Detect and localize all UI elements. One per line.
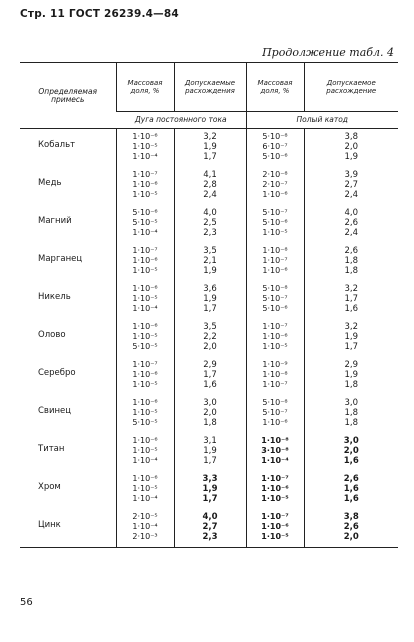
cell-mass-fraction-2	[246, 243, 304, 281]
cell-mass-fraction	[116, 319, 174, 357]
mass-fraction-value: 1·10⁻⁵	[132, 408, 158, 417]
discrepancy-value: 2,4	[344, 190, 359, 200]
mass-fraction-value: 1·10⁻⁵	[132, 380, 158, 389]
cell-impurity	[20, 357, 116, 395]
discrepancy-value: 1,8	[203, 418, 217, 428]
impurity-name: Цинк	[38, 520, 61, 530]
cell-mass-fraction-2	[246, 319, 304, 357]
mass-fraction-value: 1·10⁻⁶	[132, 398, 158, 407]
cell-mass-fraction	[116, 357, 174, 395]
discrepancy-value: 2,0	[344, 142, 359, 152]
discrepancy-value: 2,4	[344, 228, 359, 238]
cell-impurity	[20, 281, 116, 319]
cell-impurity	[20, 167, 116, 205]
cell-mass-fraction-2	[246, 433, 304, 471]
cell-mass-fraction-2	[246, 509, 304, 548]
discrepancy-value: 3,2	[344, 284, 359, 294]
mass-fraction-value: 5·10⁻⁷	[262, 294, 288, 303]
cell-allowed-discrepancy-2	[304, 281, 398, 319]
discrepancy-value: 3,9	[344, 170, 359, 180]
discrepancy-value: 4,1	[203, 170, 217, 180]
mass-fraction-value: 1·10⁻⁶	[132, 284, 158, 293]
mass-fraction-value: 5·10⁻⁵	[132, 342, 158, 351]
col-header-allowed-discrepancy: Допускаемые расхождения	[174, 63, 246, 112]
discrepancy-value: 2,9	[203, 360, 217, 370]
discrepancy-value: 3,5	[203, 322, 217, 332]
mass-fraction-value: 1·10⁻⁴	[132, 456, 158, 465]
discrepancy-value: 2,6	[344, 218, 359, 228]
data-table-container	[20, 62, 398, 548]
col-header-mass-fraction-2: Массовая доля, %	[246, 63, 304, 112]
mass-fraction-value: 1·10⁻⁶	[132, 180, 158, 189]
impurity-name: Магний	[38, 216, 72, 226]
table-row	[20, 395, 398, 433]
mass-fraction-value: 1·10⁻⁴	[261, 456, 289, 465]
mass-fraction-value: 5·10⁻⁶	[262, 218, 288, 227]
cell-mass-fraction	[116, 395, 174, 433]
discrepancy-value: 4,0	[203, 208, 217, 218]
cell-mass-fraction-2	[246, 129, 304, 168]
cell-allowed-discrepancy	[174, 281, 246, 319]
cell-mass-fraction-2	[246, 205, 304, 243]
discrepancy-value: 1,6	[344, 304, 359, 314]
cell-allowed-discrepancy-2	[304, 357, 398, 395]
discrepancy-value: 3,0	[203, 398, 217, 408]
cell-impurity	[20, 129, 116, 168]
table-row	[20, 357, 398, 395]
subheader-hollow-cathode: Полый катод	[246, 112, 398, 129]
table-row	[20, 243, 398, 281]
cell-allowed-discrepancy	[174, 243, 246, 281]
mass-fraction-value: 1·10⁻⁷	[262, 256, 288, 265]
table-row	[20, 433, 398, 471]
cell-allowed-discrepancy	[174, 357, 246, 395]
mass-fraction-value: 2·10⁻⁵	[132, 512, 158, 521]
discrepancy-value: 2,3	[202, 532, 218, 542]
impurity-name: Серебро	[38, 368, 76, 378]
discrepancy-value: 3,0	[344, 398, 359, 408]
mass-fraction-value: 1·10⁻⁶	[132, 370, 158, 379]
mass-fraction-value: 1·10⁻⁷	[132, 360, 158, 369]
discrepancy-value: 1,8	[344, 380, 359, 390]
mass-fraction-value: 1·10⁻⁷	[262, 322, 288, 331]
mass-fraction-value: 1·10⁻⁵	[132, 294, 158, 303]
discrepancy-value: 2,3	[203, 228, 217, 238]
cell-mass-fraction-2	[246, 281, 304, 319]
discrepancy-value: 3,1	[203, 436, 217, 446]
discrepancy-value: 2,9	[344, 360, 359, 370]
discrepancy-value: 3,5	[203, 246, 217, 256]
discrepancy-value: 2,0	[343, 446, 359, 456]
mass-fraction-value: 1·10⁻⁸	[262, 246, 288, 255]
table-row	[20, 509, 398, 548]
impurity-name: Никель	[38, 292, 71, 302]
impurity-name: Кобальт	[38, 140, 76, 150]
mass-fraction-value: 5·10⁻⁵	[132, 418, 158, 427]
mass-fraction-value: 1·10⁻⁶	[262, 418, 288, 427]
discrepancy-value: 1,7	[344, 294, 359, 304]
mass-fraction-value: 1·10⁻⁵	[262, 228, 288, 237]
cell-mass-fraction-2	[246, 471, 304, 509]
cell-impurity	[20, 395, 116, 433]
mass-fraction-value: 1·10⁻⁶	[262, 190, 288, 199]
mass-fraction-value: 1·10⁻⁶	[132, 322, 158, 331]
discrepancy-value: 3,0	[343, 436, 359, 446]
table-row	[20, 167, 398, 205]
cell-allowed-discrepancy-2	[304, 433, 398, 471]
discrepancy-value: 2,0	[343, 532, 359, 542]
cell-allowed-discrepancy-2	[304, 129, 398, 168]
cell-allowed-discrepancy-2	[304, 319, 398, 357]
cell-allowed-discrepancy	[174, 471, 246, 509]
discrepancy-value: 2,5	[203, 218, 217, 228]
mass-fraction-value: 1·10⁻⁵	[132, 266, 158, 275]
mass-fraction-value: 1·10⁻⁷	[261, 474, 289, 483]
mass-fraction-value: 5·10⁻⁷	[262, 408, 288, 417]
mass-fraction-value: 1·10⁻⁵	[132, 446, 158, 455]
mass-fraction-value: 6·10⁻⁷	[262, 142, 288, 151]
mass-fraction-value: 1·10⁻⁶	[261, 522, 289, 531]
cell-impurity	[20, 509, 116, 548]
mass-fraction-value: 2·10⁻³	[132, 532, 158, 541]
mass-fraction-value: 1·10⁻⁴	[132, 304, 158, 313]
discrepancy-value: 1,7	[203, 304, 217, 314]
mass-fraction-value: 1·10⁻⁴	[132, 152, 158, 161]
discrepancy-value: 1,9	[344, 152, 359, 162]
mass-fraction-value: 1·10⁻⁶	[132, 132, 158, 141]
cell-allowed-discrepancy	[174, 509, 246, 548]
mass-fraction-value: 1·10⁻⁴	[132, 522, 158, 531]
mass-fraction-value: 5·10⁻⁸	[262, 398, 288, 407]
discrepancy-value: 1,8	[344, 418, 359, 428]
discrepancy-value: 2,0	[203, 408, 217, 418]
mass-fraction-value: 1·10⁻⁶	[132, 474, 158, 483]
cell-impurity	[20, 243, 116, 281]
discrepancy-value: 1,6	[343, 456, 359, 466]
discrepancy-value: 3,6	[203, 284, 217, 294]
cell-allowed-discrepancy	[174, 319, 246, 357]
impurity-name: Медь	[38, 178, 62, 188]
mass-fraction-value: 1·10⁻⁵	[262, 342, 288, 351]
discrepancy-value: 2,8	[203, 180, 217, 190]
cell-allowed-discrepancy-2	[304, 471, 398, 509]
discrepancy-value: 1,8	[344, 266, 359, 276]
discrepancy-value: 1,9	[203, 446, 217, 456]
mass-fraction-value: 5·10⁻⁶	[262, 304, 288, 313]
cell-mass-fraction-2	[246, 357, 304, 395]
discrepancy-value: 1,6	[343, 494, 359, 504]
mass-fraction-value: 1·10⁻⁵	[132, 332, 158, 341]
subheader-dc-arc: Дуга постоянного тока	[116, 112, 246, 129]
cell-mass-fraction	[116, 205, 174, 243]
discrepancy-value: 1,7	[203, 456, 217, 466]
cell-impurity	[20, 433, 116, 471]
cell-allowed-discrepancy	[174, 433, 246, 471]
table-row	[20, 319, 398, 357]
impurity-name: Свинец	[38, 406, 72, 416]
discrepancy-value: 1,7	[203, 370, 217, 380]
cell-allowed-discrepancy-2	[304, 205, 398, 243]
discrepancy-value: 1,9	[203, 266, 217, 276]
mass-fraction-value: 1·10⁻⁸	[262, 370, 288, 379]
mass-fraction-value: 1·10⁻⁵	[132, 190, 158, 199]
cell-allowed-discrepancy-2	[304, 395, 398, 433]
cell-allowed-discrepancy	[174, 129, 246, 168]
mass-fraction-value: 5·10⁻⁵	[132, 218, 158, 227]
mass-fraction-value: 1·10⁻⁶	[262, 266, 288, 275]
discrepancy-value: 1,6	[343, 484, 359, 494]
cell-mass-fraction	[116, 167, 174, 205]
discrepancy-value: 1,9	[344, 332, 359, 342]
discrepancy-value: 1,7	[202, 494, 218, 504]
discrepancy-value: 3,3	[202, 474, 218, 484]
discrepancy-value: 1,7	[344, 342, 359, 352]
continuation-label: Продолжение табл. 4	[262, 46, 394, 59]
mass-fraction-value: 5·10⁻⁸	[262, 132, 288, 141]
mass-fraction-value: 5·10⁻⁸	[262, 284, 288, 293]
mass-fraction-value: 2·10⁻⁸	[262, 170, 288, 179]
mass-fraction-value: 2·10⁻⁷	[262, 180, 288, 189]
discrepancy-value: 2,0	[203, 342, 217, 352]
page-number: 56	[20, 597, 33, 608]
mass-fraction-value: 1·10⁻⁶	[132, 436, 158, 445]
table-row	[20, 281, 398, 319]
mass-fraction-value: 1·10⁻⁷	[262, 380, 288, 389]
cell-mass-fraction	[116, 471, 174, 509]
discrepancy-value: 1,8	[344, 408, 359, 418]
cell-mass-fraction	[116, 243, 174, 281]
cell-mass-fraction	[116, 433, 174, 471]
discrepancy-value: 1,9	[344, 370, 359, 380]
discrepancy-value: 4,0	[344, 208, 359, 218]
discrepancy-value: 1,9	[202, 484, 218, 494]
cell-allowed-discrepancy-2	[304, 243, 398, 281]
table-header-row	[20, 63, 398, 112]
discrepancy-value: 3,2	[344, 322, 359, 332]
mass-fraction-value: 1·10⁻⁶	[262, 332, 288, 341]
cell-allowed-discrepancy-2	[304, 167, 398, 205]
discrepancy-value: 2,6	[343, 474, 359, 484]
mass-fraction-value: 1·10⁻⁸	[261, 436, 289, 445]
col-header-mass-fraction: Массовая доля, %	[116, 63, 174, 112]
discrepancy-value: 3,8	[343, 512, 359, 522]
impurity-name: Хром	[38, 482, 61, 492]
mass-fraction-value: 1·10⁻⁷	[132, 246, 158, 255]
cell-allowed-discrepancy	[174, 167, 246, 205]
discrepancy-value: 1,6	[203, 380, 217, 390]
mass-fraction-value: 1·10⁻⁶	[132, 256, 158, 265]
discrepancy-value: 2,6	[343, 522, 359, 532]
cell-mass-fraction	[116, 129, 174, 168]
mass-fraction-value: 1·10⁻⁶	[261, 484, 289, 493]
data-table	[20, 62, 398, 548]
mass-fraction-value: 1·10⁻⁴	[132, 228, 158, 237]
mass-fraction-value: 1·10⁻⁹	[262, 360, 288, 369]
mass-fraction-value: 1·10⁻⁴	[132, 494, 158, 503]
mass-fraction-value: 5·10⁻⁶	[132, 208, 158, 217]
discrepancy-value: 2,6	[344, 246, 359, 256]
page-header: Стр. 11 ГОСТ 26239.4—84	[20, 8, 179, 20]
discrepancy-value: 2,2	[203, 332, 217, 342]
discrepancy-value: 2,7	[202, 522, 218, 532]
mass-fraction-value: 1·10⁻⁷	[132, 170, 158, 179]
cell-mass-fraction	[116, 509, 174, 548]
table-row	[20, 205, 398, 243]
discrepancy-value: 2,1	[203, 256, 217, 266]
cell-impurity	[20, 471, 116, 509]
cell-allowed-discrepancy-2	[304, 509, 398, 548]
col-header-impurity: Определяемая примесь	[20, 63, 116, 129]
cell-mass-fraction	[116, 281, 174, 319]
cell-mass-fraction-2	[246, 167, 304, 205]
mass-fraction-value: 5·10⁻⁷	[262, 208, 288, 217]
discrepancy-value: 1,9	[203, 142, 217, 152]
cell-impurity	[20, 319, 116, 357]
table-row	[20, 471, 398, 509]
mass-fraction-value: 1·10⁻⁵	[261, 494, 289, 503]
impurity-name: Олово	[38, 330, 66, 340]
cell-impurity	[20, 205, 116, 243]
mass-fraction-value: 1·10⁻⁷	[261, 512, 289, 521]
discrepancy-value: 1,9	[203, 294, 217, 304]
discrepancy-value: 2,4	[203, 190, 217, 200]
discrepancy-value: 3,2	[203, 132, 217, 142]
impurity-name: Марганец	[38, 254, 83, 264]
discrepancy-value: 4,0	[202, 512, 218, 522]
col-header-allowed-discrepancy-2: Допускаемое расхождение	[304, 63, 398, 112]
table-body	[20, 129, 398, 548]
cell-allowed-discrepancy	[174, 205, 246, 243]
impurity-name: Титан	[38, 444, 65, 454]
discrepancy-value: 2,7	[344, 180, 359, 190]
mass-fraction-value: 5·10⁻⁶	[262, 152, 288, 161]
mass-fraction-value: 1·10⁻⁵	[132, 142, 158, 151]
mass-fraction-value: 1·10⁻⁵	[132, 484, 158, 493]
mass-fraction-value: 1·10⁻⁵	[261, 532, 289, 541]
cell-mass-fraction-2	[246, 395, 304, 433]
table-row	[20, 129, 398, 168]
mass-fraction-value: 3·10⁻⁸	[261, 446, 289, 455]
cell-allowed-discrepancy	[174, 395, 246, 433]
discrepancy-value: 1,8	[344, 256, 359, 266]
discrepancy-value: 3,8	[344, 132, 359, 142]
discrepancy-value: 1,7	[203, 152, 217, 162]
